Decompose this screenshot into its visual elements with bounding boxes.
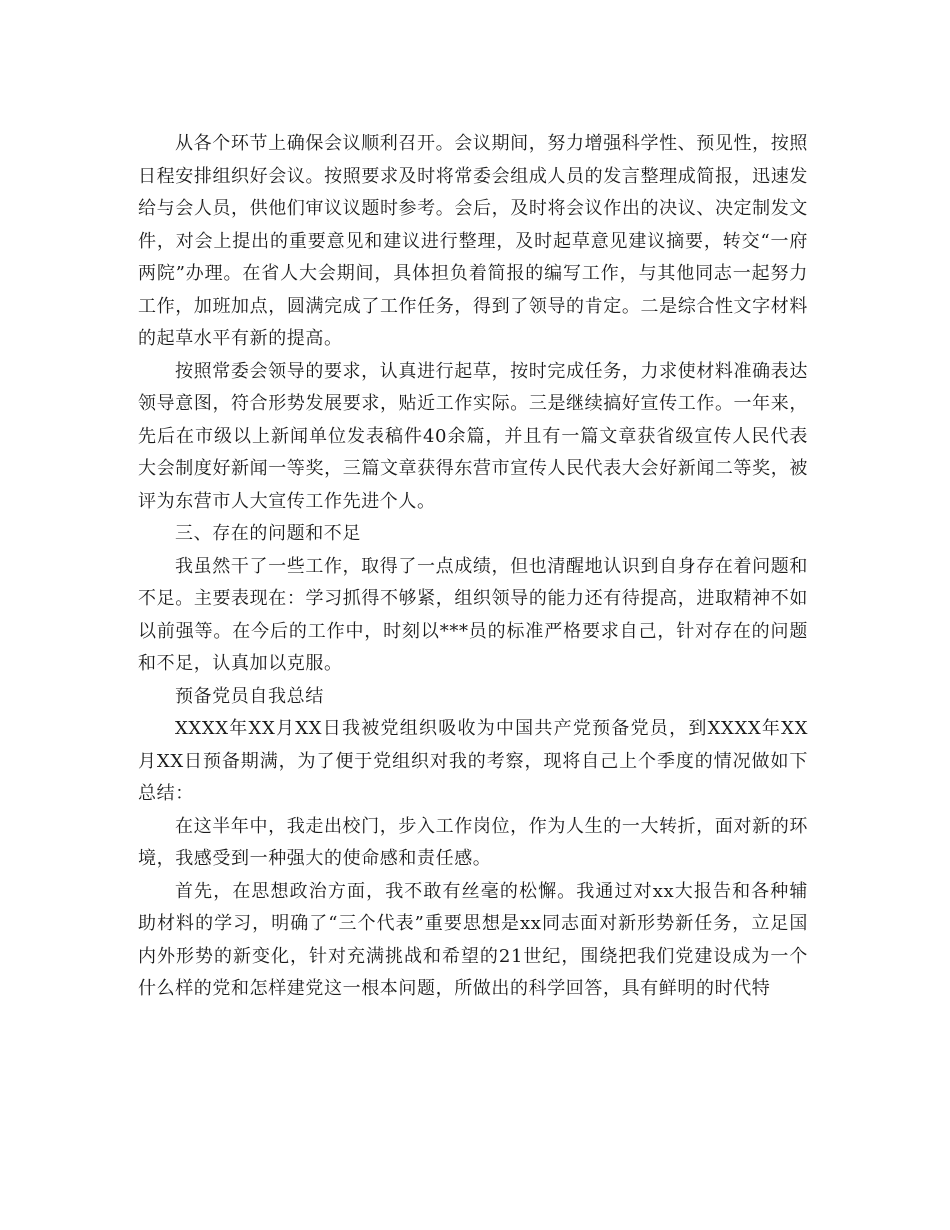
paragraph-drafting-and-publicity: 按照常委会领导的要求，认真进行起草，按时完成任务，力求使材料准确表达领导意图，符合形势发展要求，贴近工作实际。三是继续搞好宣传工作。一年来，先后在市级以上新闻单位发表稿件40余篇，并且有一篇文章获省级宣传人民代表大会制度好新闻一等奖，三篇文章获得东营市宣传人民代表大会好新闻二等奖，被评为东营市人大宣传工作先进个人。 [138, 360, 808, 512]
paragraph-political-thought: 首先，在思想政治方面，我不敢有丝毫的松懈。我通过对xx大报告和各种辅助材料的学习，明确了“三个代表”重要思想是xx同志面对新形势新任务，立足国内外形势的新变化，针对充满挑战和希望的21世纪，围绕把我们党建设成为一个什么样的党和怎样建党这一根本问题，所做出的科学回答，具有鲜明的时代特 [138, 880, 808, 999]
paragraph-new-environment: 在这半年中，我走出校门，步入工作岗位，作为人生的一大转折，面对新的环境，我感受到一种强大的使命感和责任感。 [138, 815, 808, 869]
paragraph-shortcomings: 我虽然干了一些工作，取得了一点成绩，但也清醒地认识到自身存在着问题和不足。主要表现在：学习抓得不够紧，组织领导的能力还有待提高，进取精神不如以前强等。在今后的工作中，时刻以***员的标准严格要求自己，针对存在的问题和不足，认真加以克服。 [138, 555, 808, 674]
section-heading-problems: 三、存在的问题和不足 [175, 523, 361, 544]
paragraph-meeting-work: 从各个环节上确保会议顺利召开。会议期间，努力增强科学性、预见性，按照日程安排组织好会议。按照要求及时将常委会组成人员的发言整理成简报，迅速发给与会人员，供他们审议议题时参考。会后，及时将会议作出的决议、决定制发文件，对会上提出的重要意见和建议进行整理，及时起草意见建议摘要，转交“一府两院”办理。在省人大会期间，具体担负着简报的编写工作，与其他同志一起努力工作，加班加点，圆满完成了工作任务，得到了领导的肯定。二是综合性文字材料的起草水平有新的提高。 [138, 133, 808, 349]
document-body [138, 128, 808, 1006]
section-heading-self-summary: 预备党员自我总结 [175, 685, 324, 707]
paragraph-probation-intro: XXXX年XX月XX日我被党组织吸收为中国共产党预备党员，到XXXX年XX月XX日预备期满，为了便于党组织对我的考察，现将自己上个季度的情况做如下总结： [138, 718, 808, 804]
